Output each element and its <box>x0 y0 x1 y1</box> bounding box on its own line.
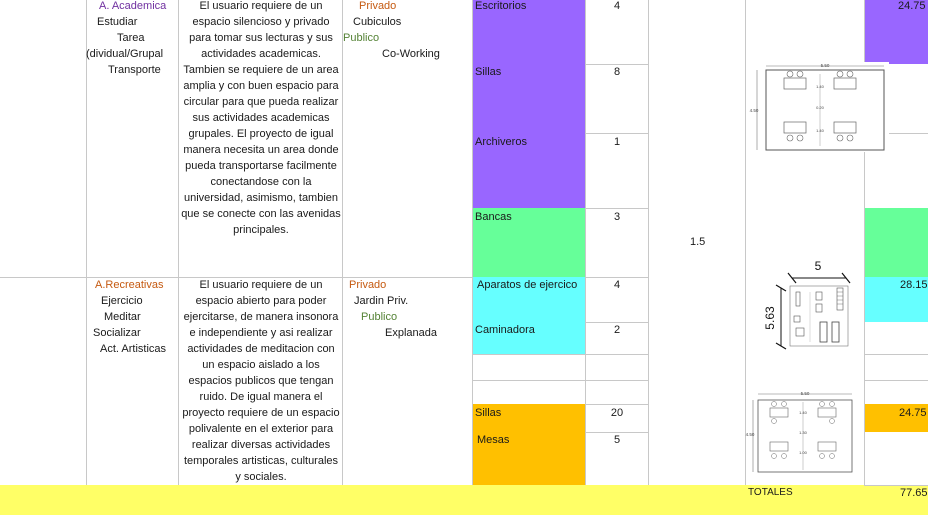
area-value-gym: 28.15 <box>900 279 928 291</box>
space-public-2: Explanada <box>385 327 437 339</box>
furniture-name: Sillas <box>475 407 502 419</box>
floor-plan-gym <box>748 258 858 354</box>
activity-4: Act. Artisticas <box>100 343 167 355</box>
plan-dimension: 4.50 <box>745 432 755 437</box>
furniture-name: Escritorios <box>475 0 527 12</box>
plan-dimension: 4.50 <box>749 108 759 113</box>
furniture-qty: 1 <box>613 136 621 148</box>
plan-dimension: 5.50 <box>800 391 810 396</box>
floor-plan-coworking <box>748 62 889 152</box>
area-value-plaza: 24.75 <box>899 407 927 419</box>
space-public-1: Co-Working <box>382 48 440 60</box>
plan-dimension: 1.40 <box>816 128 824 133</box>
furniture-name: Caminadora <box>475 324 535 336</box>
activity-4: Transporte <box>108 64 161 76</box>
plan-dimension: 5.50 <box>820 63 830 68</box>
type-private-1: Privado <box>359 0 397 12</box>
area-cell-bancas <box>865 208 928 277</box>
furniture-qty: 4 <box>613 279 621 291</box>
furniture-name: Mesas <box>477 434 510 446</box>
furniture-qty: 2 <box>613 324 621 336</box>
space-private-1: Cubiculos <box>353 16 402 28</box>
furniture-name: Sillas <box>475 66 502 78</box>
activity-2: Meditar <box>104 311 141 323</box>
furniture-qty: 3 <box>613 211 621 223</box>
floor-plan-explanada <box>745 390 858 482</box>
plan-dimension: 0.20 <box>816 105 824 110</box>
furniture-qty: 20 <box>610 407 624 419</box>
furniture-qty: 4 <box>613 0 621 12</box>
furniture-name: Bancas <box>475 211 512 223</box>
activity-1: Estudiar <box>97 16 138 28</box>
plan-dimension: 1.40 <box>799 410 807 415</box>
space-private-2: Jardin Priv. <box>354 295 409 307</box>
furniture-name: Archiveros <box>475 136 527 148</box>
area-value-academic: 24.75 <box>898 0 926 12</box>
totals-label: TOTALES <box>748 487 793 498</box>
totals-value: 77.65 <box>900 487 928 499</box>
activity-2: Tarea <box>117 32 145 44</box>
furniture-qty: 5 <box>613 434 621 446</box>
factor-value: 1.5 <box>690 236 706 248</box>
activity-3: Socializar <box>93 327 141 339</box>
plan-dimension: 1.00 <box>799 450 807 455</box>
furniture-name: Aparatos de ejercico <box>477 279 578 291</box>
activity-1: Ejercicio <box>101 295 143 307</box>
plan-dimension: 5.63 <box>763 306 777 330</box>
zone-academica: A. Academica <box>99 0 167 12</box>
plan-dimension: 5 <box>814 259 822 273</box>
type-public-2: Publico <box>361 311 398 323</box>
furniture-block-academic <box>473 0 585 208</box>
furniture-qty: 8 <box>613 66 621 78</box>
activity-3: dividual/Grupal) <box>86 48 164 60</box>
description-academica: El usuario requiere de un espacio silencioso y privado para tomar sus lecturas y sus actividades academicas. Tambien se requiere de un area amplia y con buen espacio para circular para que pueda realizar sus actividades academicas grupales. El proyecto de igual manera necesita un area donde pueda transportarse facilmente conectandose con la universidad, asimismo, tambien que se conecte con las avenidas principales. <box>181 0 341 236</box>
type-public-1: Publico <box>343 32 380 44</box>
zone-recreativas: A.Recreativas <box>95 279 164 291</box>
type-private-2: Privado <box>349 279 387 291</box>
description-recreativas: El usuario requiere de un espacio abierto para poder ejercitarse, de manera insonora e independiente y asi realizar actividades de meditacion con un espacio aislado a los espacios publicos que tengan ruido. De igual manera el proyecto requiere de un espacio polivalente en el exterior para realizar diversas actividades temporales artisticas, culturales y sociales. <box>182 279 340 483</box>
plan-dimension: 1.30 <box>799 430 807 435</box>
plan-dimension: 1.40 <box>816 84 824 89</box>
